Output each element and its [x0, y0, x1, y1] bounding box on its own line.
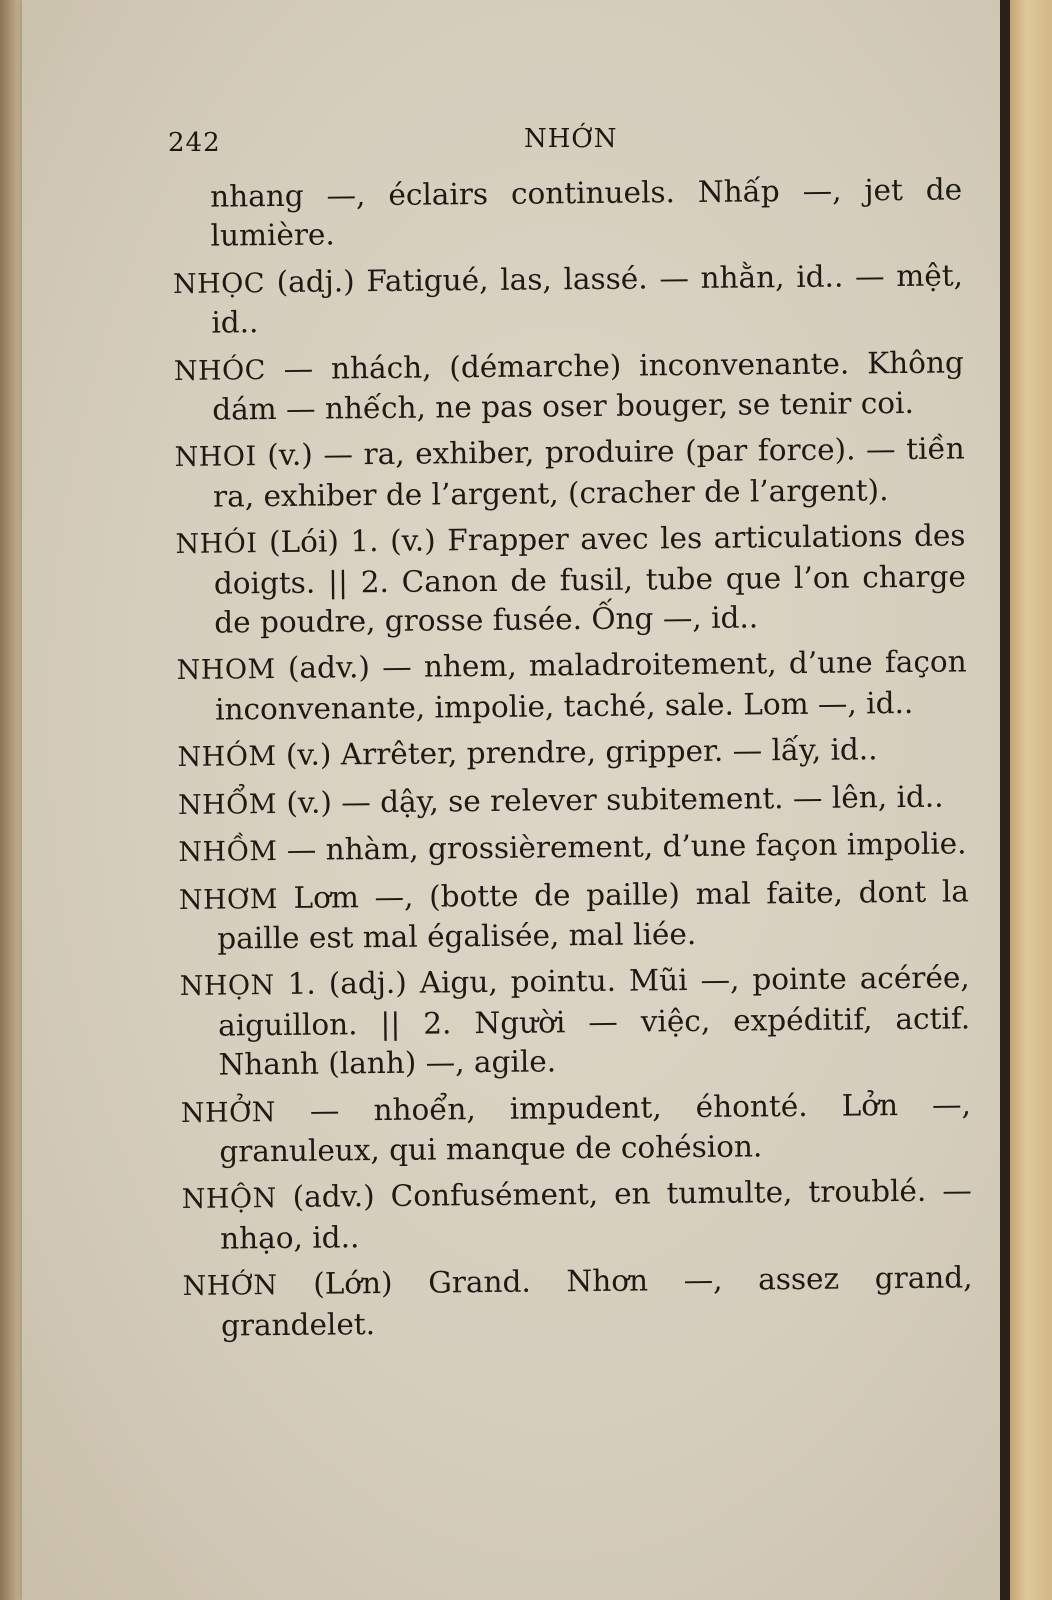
entry-text: 1. (adj.) Aigu, pointu. Mũi —, pointe acérée, aiguillon. || 2. Người — việc, expéditif, actif. Nhanh (lanh) —, agile. — [217, 960, 971, 1082]
entry-headword: NHÓC — [173, 354, 266, 387]
dictionary-entry — [180, 959, 971, 1086]
dictionary-entry — [172, 170, 963, 256]
entry-text: (adv.) Confusément, en tumulte, troublé. — nhạo, id.. — [220, 1173, 972, 1256]
dictionary-entry — [182, 1259, 973, 1346]
entry-text: Lơm —, (botte de paille) mal faite, dont la paille est mal égalisée, mal liée. — [217, 873, 970, 956]
dictionary-entry — [174, 430, 965, 517]
dictionary-entry — [177, 643, 968, 730]
entry-text: (adv.) — nhem, maladroitement, d’une façon inconvenante, impolie, taché, sale. Lom —, id.. — [214, 644, 967, 727]
entry-headword: NHỒM — [178, 836, 278, 869]
entry-headword: NHỚN — [182, 1270, 278, 1303]
entry-headword: NHỌC — [172, 267, 266, 300]
dictionary-entry — [175, 517, 966, 644]
entry-headword: NHÓM — [177, 741, 277, 774]
entry-text: (v.) Arrêter, prendre, gripper. — lấy, id.. — [285, 732, 878, 773]
entry-headword: NHỌN — [179, 970, 275, 1003]
entry-headword: NHỘN — [181, 1183, 277, 1216]
dictionary-entry — [177, 730, 967, 778]
entry-text: nhang —, éclairs continuels. Nhấp —, jet de lumière. — [210, 172, 963, 254]
entry-text: — nhách, (démarche) inconvenante. Không dám — nhếch, ne pas oser bouger, se tenir coi. — [212, 345, 964, 427]
facing-page-edge — [1010, 0, 1052, 1600]
entry-headword: NHOM — [176, 654, 276, 687]
dictionary-entry — [181, 1085, 972, 1172]
dictionary-entry — [179, 872, 970, 959]
dictionary-body — [172, 170, 973, 1352]
dictionary-entry — [182, 1172, 973, 1259]
entry-text: — nhàm, grossièrement, d’une façon impolie. — [286, 826, 967, 868]
book-spine-shadow — [1000, 0, 1010, 1600]
entry-headword: NHỞN — [180, 1096, 277, 1129]
running-head: NHỚN — [524, 124, 618, 154]
entry-headword: NHƠM — [178, 883, 279, 916]
entry-text: (v.) — ra, exhiber, produire (par force). — tiền ra, exhiber de l’argent, (cracher de l’argent). — [212, 431, 965, 514]
entry-headword: NHÓI — [175, 528, 258, 561]
entry-headword: NHOI — [174, 441, 257, 474]
dictionary-entry — [178, 824, 968, 872]
entry-text: (Lớn) Grand. Nhơn —, assez grand, grandelet. — [220, 1260, 973, 1343]
page-number: 242 — [168, 128, 221, 158]
dictionary-entry — [178, 777, 968, 825]
page-header — [168, 124, 968, 164]
dictionary-entry — [174, 343, 965, 430]
entry-text: (adj.) Fatigué, las, lassé. — nhằn, id.. — mệt, id.. — [211, 258, 964, 340]
entry-headword: NHỔM — [177, 788, 278, 821]
entry-text: (v.) — dậy, se relever subitement. — lên, id.. — [286, 779, 944, 820]
entry-text: (Lói) 1. (v.) Frapper avec les articulations des doigts. || 2. Canon de fusil, tube que l’on charge de poudre, grosse fusée. Ống —, id.. — [213, 518, 967, 640]
dictionary-entry — [173, 256, 964, 343]
entry-text: — nhoển, impudent, éhonté. Lởn —, granuleux, qui manque de cohésion. — [219, 1086, 972, 1169]
